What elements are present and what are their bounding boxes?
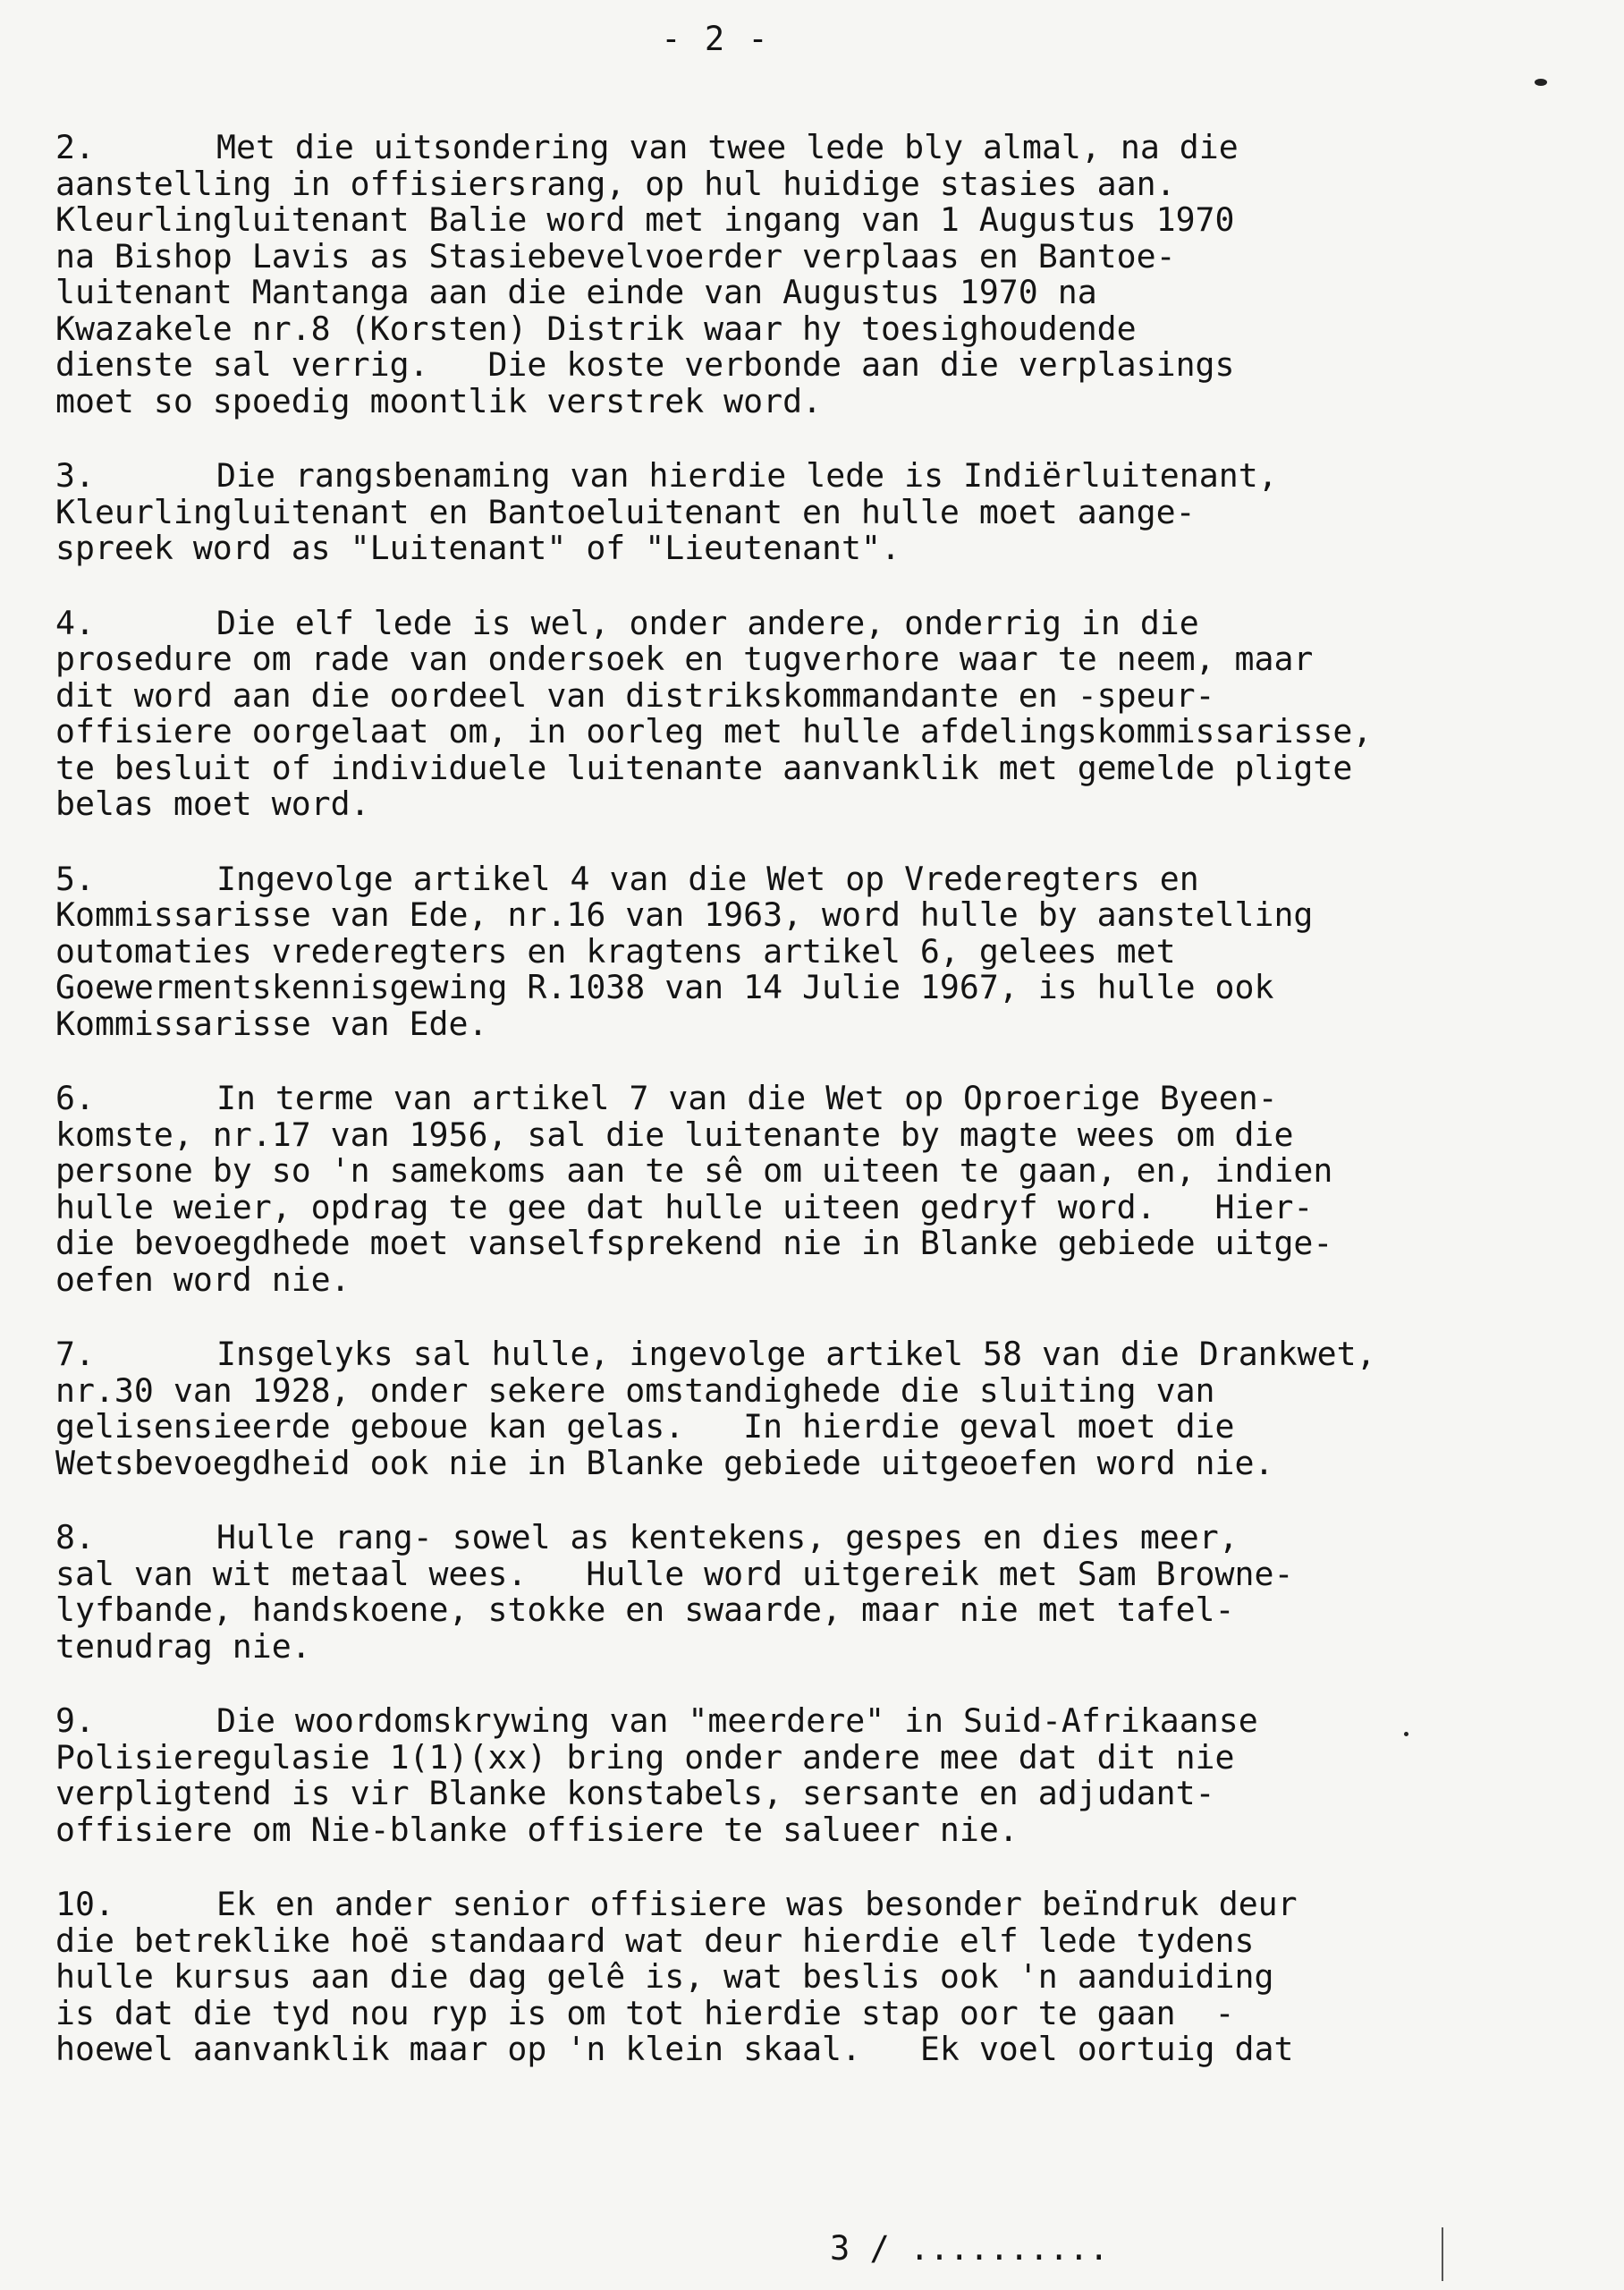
paragraph-5: [55, 861, 1585, 1043]
paragraph-line: Kommissarisse van Ede.: [55, 1004, 488, 1043]
paragraph-line: Wetsbevoegdheid ook nie in Blanke gebiede uitgeoefen word nie.: [55, 1443, 1274, 1482]
paragraph-number: 3.: [55, 456, 95, 495]
paragraph-line: In terme van artikel 7 van die Wet op Oproerige Byeen-: [216, 1079, 1278, 1117]
paragraph-4: [55, 603, 1585, 823]
scan-edge-line: [1442, 2227, 1443, 2281]
paragraph-line: Die elf lede is wel, onder andere, onderrig in die: [216, 603, 1199, 642]
paragraph-line: Hulle rang- sowel as kentekens, gespes en dies meer,: [216, 1518, 1239, 1556]
paragraph-number: 5.: [55, 859, 95, 898]
paragraph-number: 10.: [55, 1885, 114, 1923]
page-number: - 2 -: [661, 20, 770, 58]
paragraph-line: Kleurlingluitenant en Bantoeluitenant en hulle moet aange-: [55, 492, 1196, 531]
paragraph-line: Goewermentskennisgewing R.1038 van 14 Julie 1967, is hulle ook: [55, 968, 1274, 1006]
paragraph-line: nr.30 van 1928, onder sekere omstandighede die sluiting van: [55, 1370, 1215, 1410]
paragraph-line: die betreklike hoë standaard wat deur hierdie elf lede tydens: [55, 1921, 1255, 1960]
paragraph-line: outomaties vrederegters en kragtens artikel 6, gelees met: [55, 931, 1176, 971]
paragraph-line: prosedure om rade van ondersoek en tugverhore waar te neem, maar: [55, 640, 1314, 678]
paragraph-line: offisiere om Nie-blanke offisiere te salueer nie.: [55, 1810, 1019, 1849]
paragraph-number: 8.: [55, 1518, 95, 1556]
paragraph-line: is dat die tyd nou ryp is om tot hierdie stap oor te gaan -: [55, 1993, 1235, 2032]
document-body: [55, 130, 1585, 2107]
paragraph-line: Die woordomskrywing van "meerdere" in Suid-Afrikaanse: [216, 1701, 1258, 1740]
paragraph-line: na Bishop Lavis as Stasiebevelvoerder verplaas en Bantoe-: [55, 236, 1176, 276]
paragraph-line: tenudrag nie.: [55, 1626, 311, 1666]
paragraph-line: sal van wit metaal wees. Hulle word uitgereik met Sam Browne-: [55, 1554, 1294, 1593]
paragraph-8: [55, 1520, 1585, 1665]
continuation-marker: 3 / ..........: [830, 2229, 1109, 2268]
scan-speck: [1404, 1732, 1408, 1736]
paragraph-line: Ingevolge artikel 4 van die Wet op Vrederegters en: [216, 859, 1199, 898]
paragraph-9: [55, 1703, 1585, 1848]
paragraph-number: 9.: [55, 1701, 95, 1740]
paragraph-line: Met die uitsondering van twee lede bly almal, na die: [216, 128, 1239, 166]
scan-speck: [1535, 79, 1547, 86]
paragraph-line: verpligtend is vir Blanke konstabels, sersante en adjudant-: [55, 1774, 1215, 1812]
paragraph-line: Kleurlingluitenant Balie word met ingang van 1 Augustus 1970: [55, 200, 1235, 239]
paragraph-line: lyfbande, handskoene, stokke en swaarde, maar nie met tafel-: [55, 1590, 1235, 1629]
paragraph-line: te besluit of individuele luitenante aanvanklik met gemelde pligte: [55, 748, 1353, 787]
paragraph-line: moet so spoedig moontlik verstrek word.: [55, 381, 823, 420]
paragraph-line: belas moet word.: [55, 785, 370, 823]
paragraph-line: spreek word as "Luitenant" of "Lieutenant".: [55, 529, 901, 567]
paragraph-line: dienste sal verrig. Die koste verbonde aan die verplasings: [55, 345, 1235, 384]
paragraph-line: Insgelyks sal hulle, ingevolge artikel 58 van die Drankwet,: [216, 1335, 1376, 1373]
paragraph-line: gelisensieerde geboue kan gelas. In hierdie geval moet die: [55, 1407, 1235, 1446]
paragraph-line: die bevoegdhede moet vanselfsprekend nie in Blanke gebiede uitge-: [55, 1224, 1333, 1262]
paragraph-line: aanstelling in offisiersrang, op hul huidige stasies aan.: [55, 164, 1176, 203]
paragraph-line: persone by so 'n samekoms aan te sê om uiteen te gaan, en, indien: [55, 1151, 1333, 1190]
paragraph-line: hulle weier, opdrag te gee dat hulle uiteen gedryf word. Hier-: [55, 1187, 1314, 1226]
paragraph-line: Polisieregulasie 1(1)(xx) bring onder andere mee dat dit nie: [55, 1737, 1235, 1777]
paragraph-3: [55, 458, 1585, 567]
paragraph-line: Ek en ander senior offisiere was besonder beïndruk deur: [216, 1885, 1298, 1923]
paragraph-2: [55, 130, 1585, 420]
paragraph-number: 4.: [55, 603, 95, 642]
paragraph-line: komste, nr.17 van 1956, sal die luitenante by magte wees om die: [55, 1115, 1294, 1154]
paragraph-10: [55, 1887, 1585, 2068]
paragraph-line: hoewel aanvanklik maar op 'n klein skaal. Ek voel oortuig dat: [55, 2030, 1294, 2068]
paragraph-number: 2.: [55, 128, 95, 166]
paragraph-7: [55, 1336, 1585, 1481]
paragraph-line: Die rangsbenaming van hierdie lede is Indiërluitenant,: [216, 456, 1278, 495]
paragraph-number: 7.: [55, 1335, 95, 1373]
paragraph-line: dit word aan die oordeel van distrikskommandante en -speur-: [55, 675, 1215, 715]
paragraph-number: 6.: [55, 1079, 95, 1117]
paragraph-line: oefen word nie.: [55, 1260, 351, 1299]
paragraph-line: Kwazakele nr.8 (Korsten) Distrik waar hy toesighoudende: [55, 309, 1137, 348]
paragraph-line: hulle kursus aan die dag gelê is, wat beslis ook 'n aanduiding: [55, 1957, 1274, 1996]
paragraph-6: [55, 1081, 1585, 1298]
paragraph-line: Kommissarisse van Ede, nr.16 van 1963, word hulle by aanstelling: [55, 895, 1314, 934]
paragraph-line: luitenant Mantanga aan die einde van Augustus 1970 na: [55, 273, 1097, 311]
paragraph-line: offisiere oorgelaat om, in oorleg met hulle afdelingskommissarisse,: [55, 712, 1373, 751]
